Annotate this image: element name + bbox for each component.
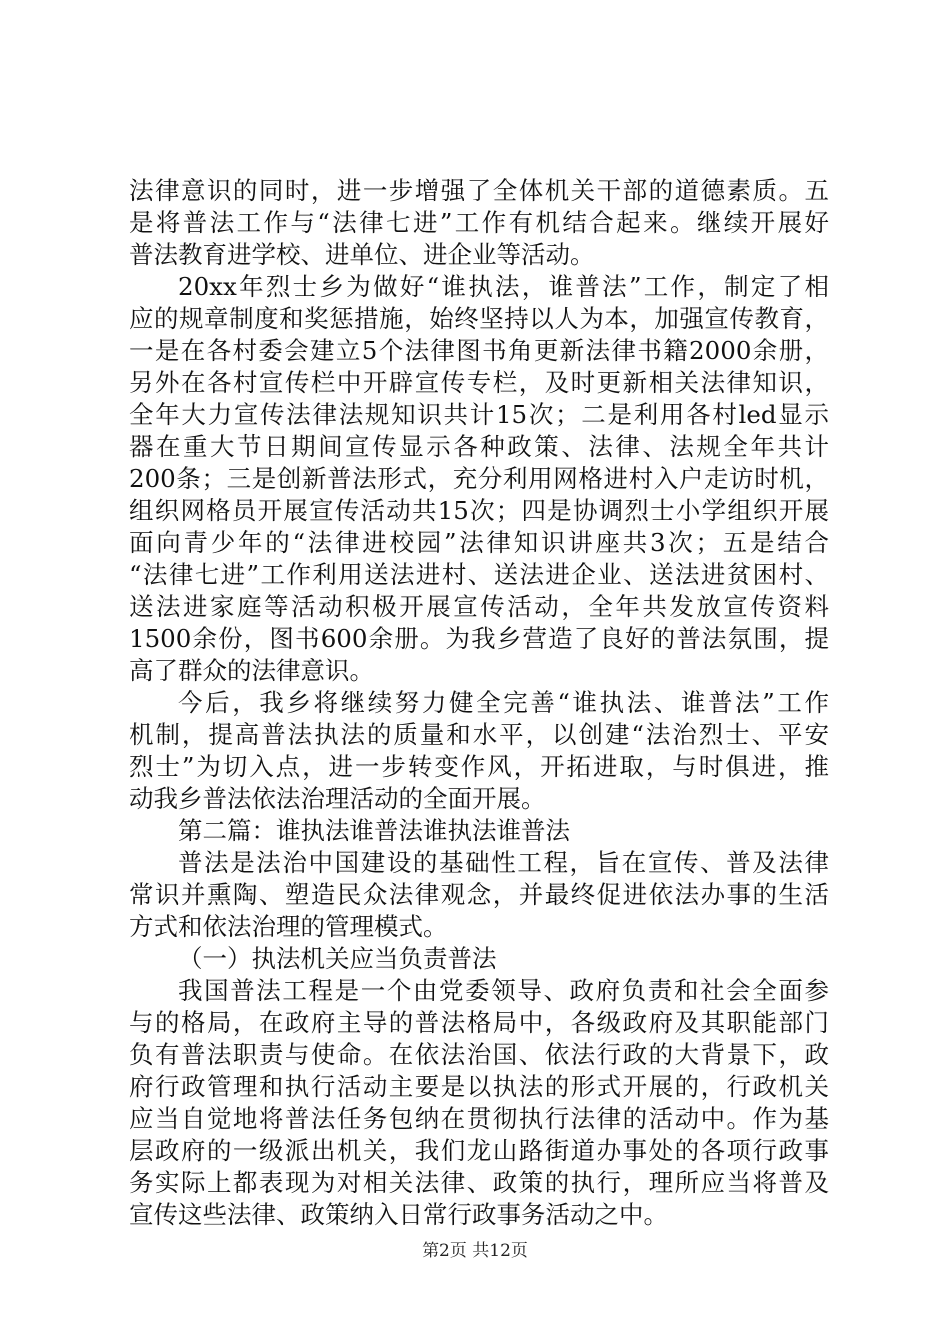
text-line: “法律七进”工作利用送法进村、送法进企业、送法进贫困村、 [129,560,829,589]
text-line: 另外在各村宣传栏中开辟宣传专栏，及时更新相关法律知识， [129,368,829,397]
paragraph-first-line: 20xx年烈士乡为做好“谁执法，谁普法”工作，制定了相 [178,272,829,301]
subsection-heading: （一）执法机关应当负责普法 [178,944,497,973]
paragraph-first-line: 普法是法治中国建设的基础性工程，旨在宣传、普及法律 [178,848,829,877]
text-line: 与的格局，在政府主导的普法格局中，各级政府及其职能部门 [129,1008,829,1037]
text-line: 送法进家庭等活动积极开展宣传活动，全年共发放宣传资料 [129,592,829,621]
text-line: 务实际上都表现为对相关法律、政策的执行，理所应当将普及 [129,1168,829,1197]
text-line: 动我乡普法依法治理活动的全面开展。 [129,784,546,813]
text-line: 法律意识的同时，进一步增强了全体机关干部的道德素质。五 [129,176,829,205]
text-line: 是将普法工作与“法律七进”工作有机结合起来。继续开展好 [129,208,829,237]
paragraph-first-line: 我国普法工程是一个由党委领导、政府负责和社会全面参 [178,976,829,1005]
text-line: 应的规章制度和奖惩措施，始终坚持以人为本，加强宣传教育， [129,304,829,333]
text-line: 全年大力宣传法律法规知识共计15次；二是利用各村led显示 [129,400,829,429]
text-line: 常识并熏陶、塑造民众法律观念，并最终促进依法办事的生活 [129,880,829,909]
text-line: 普法教育进学校、进单位、进企业等活动。 [129,240,595,269]
text-line: 面向青少年的“法律进校园”法律知识讲座共3次；五是结合 [129,528,829,557]
text-line: 烈士”为切入点，进一步转变作风，开拓进取，与时俱进，推 [129,752,829,781]
text-line: 负有普法职责与使命。在依法治国、依法行政的大背景下，政 [129,1040,829,1069]
text-line: 宣传这些法律、政策纳入日常行政事务活动之中。 [129,1200,668,1229]
text-line: 方式和依法治理的管理模式。 [129,912,448,941]
text-line: 组织网格员开展宣传活动共15次；四是协调烈士小学组织开展 [129,496,829,525]
text-line: 高了群众的法律意识。 [129,656,374,685]
page-footer: 第2页 共12页 [422,1241,528,1261]
text-line: 府行政管理和执行活动主要是以执法的形式开展的，行政机关 [129,1072,829,1101]
text-line: 1500余份，图书600余册。为我乡营造了良好的普法氛围，提 [129,624,829,653]
paragraph-first-line: 今后，我乡将继续努力健全完善“谁执法、谁普法”工作 [178,688,829,717]
text-line: 200条；三是创新普法形式，充分利用网格进村入户走访时机， [129,464,829,493]
section-heading: 第二篇：谁执法谁普法谁执法谁普法 [178,816,570,845]
text-line: 器在重大节日期间宣传显示各种政策、法律、法规全年共计 [129,432,829,461]
text-line: 机制，提高普法执法的质量和水平，以创建“法治烈士、平安 [129,720,829,749]
text-line: 应当自觉地将普法任务包纳在贯彻执行法律的活动中。作为基 [129,1104,829,1133]
text-line: 一是在各村委会建立5个法律图书角更新法律书籍2000余册， [129,336,829,365]
text-line: 层政府的一级派出机关，我们龙山路街道办事处的各项行政事 [129,1136,829,1165]
